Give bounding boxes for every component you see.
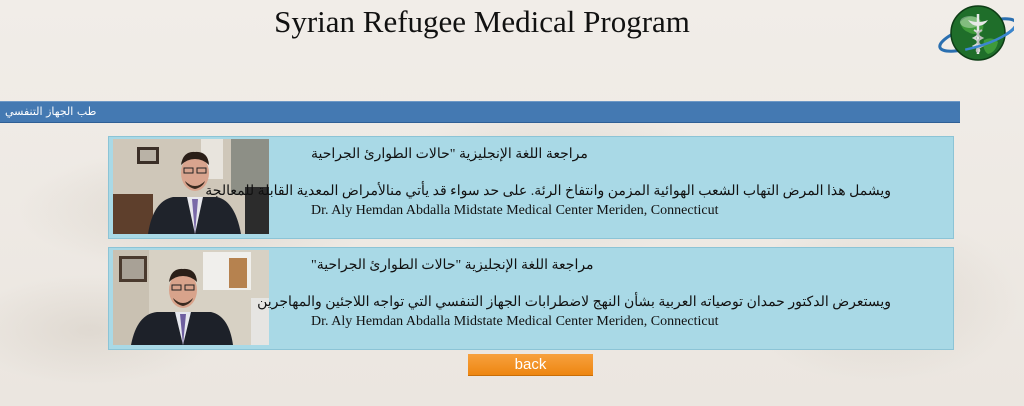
- video-thumbnail[interactable]: [113, 250, 269, 345]
- video-description: ويشمل هذا المرض التهاب الشعب الهوائية المزمن وانتفاخ الرئة. على حد سواء قد يأتي منالأمراض المعدية القابلة للمعالجة: [205, 184, 891, 199]
- video-list-item: [108, 136, 954, 239]
- video-list-item: [108, 247, 954, 350]
- video-description: ويستعرض الدكتور حمدان توصياته العربية بشأن النهج لاضطرابات الجهاز التنفسي التي تواجه اللاجئين والمهاجرين: [257, 295, 891, 310]
- section-header: طب الجهاز التنفسي: [0, 101, 960, 123]
- video-author: Dr. Aly Hemdan Abdalla Midstate Medical Center Meriden, Connecticut: [311, 203, 719, 218]
- video-title-link[interactable]: مراجعة اللغة الإنجليزية "حالات الطوارئ الجراحية: [311, 147, 588, 162]
- back-button[interactable]: back: [468, 354, 593, 376]
- video-title-link[interactable]: مراجعة اللغة الإنجليزية "حالات الطوارئ الجراحية": [311, 258, 594, 273]
- video-author: Dr. Aly Hemdan Abdalla Midstate Medical Center Meriden, Connecticut: [311, 314, 719, 329]
- globe-caduceus-logo-icon: [934, 2, 1014, 66]
- video-list: [108, 136, 954, 350]
- page-title: Syrian Refugee Medical Program: [274, 4, 690, 39]
